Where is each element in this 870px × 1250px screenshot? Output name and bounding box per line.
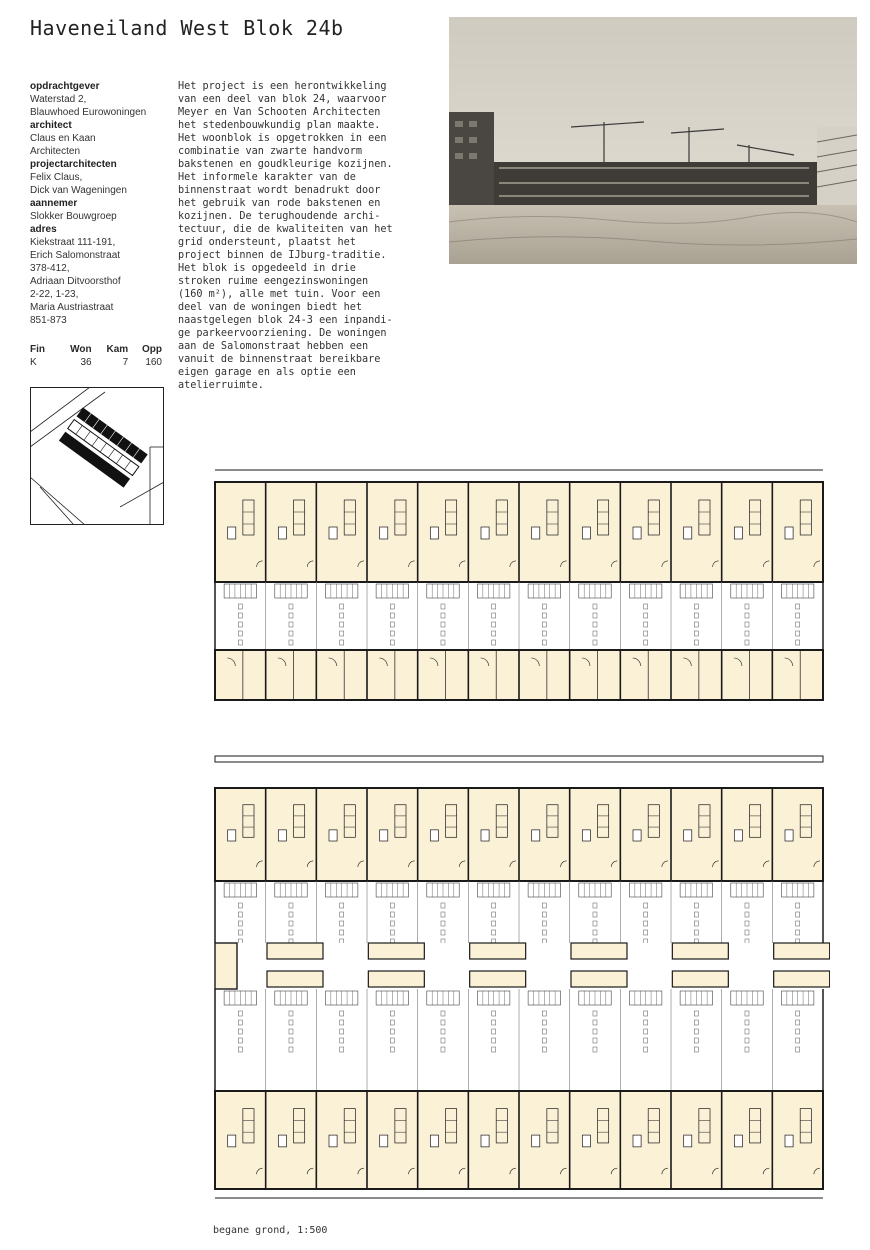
path-tile xyxy=(340,1020,344,1025)
path-tile xyxy=(644,640,648,645)
floor-plan xyxy=(210,465,830,1205)
path-tile xyxy=(593,631,597,636)
stats-row xyxy=(30,356,162,369)
path-tile xyxy=(238,921,242,926)
site-map xyxy=(30,387,164,525)
path-tile xyxy=(745,631,749,636)
path-tile xyxy=(390,1047,394,1052)
path-tile xyxy=(745,1011,749,1016)
path-tile xyxy=(796,912,800,917)
path-tile xyxy=(390,622,394,627)
stats-cell: K xyxy=(30,357,37,368)
path-tile xyxy=(340,1029,344,1034)
site-photo xyxy=(449,17,857,264)
shed-top xyxy=(267,943,323,959)
path-tile xyxy=(796,930,800,935)
wc-icon xyxy=(633,830,641,841)
path-tile xyxy=(593,1047,597,1052)
path-tile xyxy=(492,622,496,627)
wc-icon xyxy=(430,527,438,539)
wc-icon xyxy=(430,1135,438,1147)
corner-unit xyxy=(215,943,237,989)
wc-icon xyxy=(633,1135,641,1147)
stats-cell: 160 xyxy=(145,357,162,368)
path-tile xyxy=(289,631,293,636)
path-tile xyxy=(694,921,698,926)
path-tile xyxy=(593,903,597,908)
path-tile xyxy=(593,921,597,926)
path-tile xyxy=(441,604,445,609)
plan-caption: begane grond, 1:500 xyxy=(213,1225,328,1236)
path-tile xyxy=(289,604,293,609)
path-tile xyxy=(289,622,293,627)
path-tile xyxy=(745,1047,749,1052)
wc-icon xyxy=(228,527,236,539)
path-tile xyxy=(238,604,242,609)
path-tile xyxy=(238,1047,242,1052)
path-tile xyxy=(289,1047,293,1052)
stats-header: Kam xyxy=(106,344,129,355)
path-tile xyxy=(593,640,597,645)
wc-icon xyxy=(278,527,286,539)
path-tile xyxy=(745,613,749,618)
path-tile xyxy=(694,1020,698,1025)
wc-icon xyxy=(785,830,793,841)
wc-icon xyxy=(481,830,489,841)
path-tile xyxy=(289,930,293,935)
path-tile xyxy=(441,1038,445,1043)
shed-top xyxy=(470,943,526,959)
path-tile xyxy=(542,613,546,618)
path-tile xyxy=(644,921,648,926)
path-tile xyxy=(542,930,546,935)
path-tile xyxy=(542,631,546,636)
wc-icon xyxy=(228,830,236,841)
path-tile xyxy=(340,631,344,636)
path-tile xyxy=(340,613,344,618)
path-tile xyxy=(796,1047,800,1052)
path-tile xyxy=(441,622,445,627)
wc-icon xyxy=(684,830,692,841)
path-tile xyxy=(796,640,800,645)
path-tile xyxy=(289,921,293,926)
shed-bottom xyxy=(267,971,323,987)
path-tile xyxy=(492,640,496,645)
stats-header: Opp xyxy=(142,344,162,355)
meta-value: Felix Claus, Dick van Wageningen xyxy=(30,172,127,196)
path-tile xyxy=(340,1011,344,1016)
shed-top xyxy=(672,943,728,959)
path-tile xyxy=(745,912,749,917)
path-tile xyxy=(694,604,698,609)
path-tile xyxy=(238,903,242,908)
path-tile xyxy=(542,1047,546,1052)
path-tile xyxy=(441,912,445,917)
path-tile xyxy=(441,921,445,926)
path-tile xyxy=(492,903,496,908)
wc-icon xyxy=(532,527,540,539)
path-tile xyxy=(390,903,394,908)
path-tile xyxy=(745,640,749,645)
wc-icon xyxy=(785,527,793,539)
shed-bottom xyxy=(571,971,627,987)
meta-value: Kiekstraat 111-191, Erich Salomonstraat 378-412, Adriaan Ditvoorsthof 2-22, 1-23, Maria Austriastraat 851-873 xyxy=(30,237,121,326)
path-tile xyxy=(340,640,344,645)
wc-icon xyxy=(380,830,388,841)
stats-table xyxy=(30,343,165,369)
path-tile xyxy=(492,921,496,926)
path-tile xyxy=(492,912,496,917)
path-tile xyxy=(492,1029,496,1034)
path-tile xyxy=(340,604,344,609)
path-tile xyxy=(441,1020,445,1025)
path-tile xyxy=(340,930,344,935)
wc-icon xyxy=(278,830,286,841)
wc-icon xyxy=(734,830,742,841)
path-tile xyxy=(238,640,242,645)
wc-icon xyxy=(278,1135,286,1147)
path-tile xyxy=(238,1038,242,1043)
path-tile xyxy=(441,1047,445,1052)
path-tile xyxy=(593,930,597,935)
wc-icon xyxy=(582,1135,590,1147)
path-tile xyxy=(593,613,597,618)
path-tile xyxy=(492,1038,496,1043)
stats-header: Won xyxy=(70,344,92,355)
shed-bottom xyxy=(368,971,424,987)
project-metadata xyxy=(30,80,170,327)
wc-icon xyxy=(582,830,590,841)
street-strip xyxy=(215,756,823,762)
path-tile xyxy=(694,640,698,645)
path-tile xyxy=(694,903,698,908)
meta-client xyxy=(30,80,170,119)
path-tile xyxy=(745,1020,749,1025)
path-tile xyxy=(390,912,394,917)
path-tile xyxy=(644,604,648,609)
path-tile xyxy=(796,1029,800,1034)
wc-icon xyxy=(532,830,540,841)
path-tile xyxy=(492,613,496,618)
path-tile xyxy=(542,1020,546,1025)
path-tile xyxy=(238,1011,242,1016)
path-tile xyxy=(796,1011,800,1016)
path-tile xyxy=(694,1029,698,1034)
path-tile xyxy=(593,912,597,917)
path-tile xyxy=(593,1011,597,1016)
meta-value: Waterstad 2, Blauwhoed Eurowoningen xyxy=(30,94,147,118)
path-tile xyxy=(644,613,648,618)
path-tile xyxy=(441,640,445,645)
path-tile xyxy=(745,903,749,908)
path-tile xyxy=(238,622,242,627)
path-tile xyxy=(238,1020,242,1025)
path-tile xyxy=(542,1038,546,1043)
path-tile xyxy=(492,1011,496,1016)
path-tile xyxy=(745,604,749,609)
path-tile xyxy=(441,631,445,636)
meta-label: adres xyxy=(30,224,57,235)
path-tile xyxy=(340,903,344,908)
path-tile xyxy=(542,921,546,926)
path-tile xyxy=(340,921,344,926)
path-tile xyxy=(289,640,293,645)
path-tile xyxy=(593,1038,597,1043)
meta-project-architects xyxy=(30,158,170,197)
path-tile xyxy=(390,1029,394,1034)
path-tile xyxy=(390,921,394,926)
path-tile xyxy=(694,613,698,618)
path-tile xyxy=(745,1038,749,1043)
path-tile xyxy=(644,1047,648,1052)
path-tile xyxy=(289,613,293,618)
wc-icon xyxy=(582,527,590,539)
path-tile xyxy=(238,912,242,917)
path-tile xyxy=(745,930,749,935)
path-tile xyxy=(390,613,394,618)
path-tile xyxy=(390,1038,394,1043)
wc-icon xyxy=(532,1135,540,1147)
meta-architect xyxy=(30,119,170,158)
path-tile xyxy=(340,912,344,917)
wc-icon xyxy=(481,1135,489,1147)
path-tile xyxy=(441,613,445,618)
path-tile xyxy=(390,1011,394,1016)
path-tile xyxy=(745,622,749,627)
wc-icon xyxy=(785,1135,793,1147)
wc-icon xyxy=(380,527,388,539)
wc-icon xyxy=(481,527,489,539)
path-tile xyxy=(390,1020,394,1025)
path-tile xyxy=(593,1029,597,1034)
path-tile xyxy=(644,930,648,935)
path-tile xyxy=(644,1029,648,1034)
wc-icon xyxy=(329,830,337,841)
path-tile xyxy=(796,1020,800,1025)
path-tile xyxy=(644,912,648,917)
path-tile xyxy=(644,631,648,636)
path-tile xyxy=(492,1047,496,1052)
wc-icon xyxy=(633,527,641,539)
path-tile xyxy=(340,1047,344,1052)
path-tile xyxy=(542,1011,546,1016)
path-tile xyxy=(441,903,445,908)
path-tile xyxy=(796,622,800,627)
stats-header: Fin xyxy=(30,344,45,355)
stats-cell: 36 xyxy=(80,357,92,368)
path-tile xyxy=(441,1029,445,1034)
wc-icon xyxy=(684,1135,692,1147)
path-tile xyxy=(542,903,546,908)
path-tile xyxy=(542,622,546,627)
path-tile xyxy=(390,930,394,935)
stats-cell: 7 xyxy=(122,357,129,368)
path-tile xyxy=(492,604,496,609)
path-tile xyxy=(694,912,698,917)
path-tile xyxy=(390,640,394,645)
path-tile xyxy=(289,903,293,908)
wc-icon xyxy=(380,1135,388,1147)
path-tile xyxy=(289,912,293,917)
path-tile xyxy=(238,613,242,618)
path-tile xyxy=(238,631,242,636)
path-tile xyxy=(593,604,597,609)
path-tile xyxy=(644,903,648,908)
path-tile xyxy=(492,930,496,935)
meta-label: aannemer xyxy=(30,198,78,209)
path-tile xyxy=(238,930,242,935)
wc-icon xyxy=(734,527,742,539)
path-tile xyxy=(644,1011,648,1016)
wc-icon xyxy=(329,1135,337,1147)
path-tile xyxy=(492,1020,496,1025)
path-tile xyxy=(694,622,698,627)
meta-label: architect xyxy=(30,120,72,131)
wc-icon xyxy=(228,1135,236,1147)
meta-contractor xyxy=(30,197,170,223)
shed-top xyxy=(774,943,830,959)
path-tile xyxy=(796,921,800,926)
meta-value: Slokker Bouwgroep xyxy=(30,211,117,222)
shed-top xyxy=(571,943,627,959)
path-tile xyxy=(796,903,800,908)
path-tile xyxy=(542,1029,546,1034)
meta-label: projectarchitecten xyxy=(30,159,117,170)
path-tile xyxy=(694,1038,698,1043)
meta-value: Claus en Kaan Architecten xyxy=(30,133,96,157)
path-tile xyxy=(441,930,445,935)
meta-label: opdrachtgever xyxy=(30,81,100,92)
wc-icon xyxy=(734,1135,742,1147)
path-tile xyxy=(289,1011,293,1016)
path-tile xyxy=(796,631,800,636)
path-tile xyxy=(390,604,394,609)
meta-address xyxy=(30,223,170,327)
path-tile xyxy=(542,912,546,917)
shed-bottom xyxy=(774,971,830,987)
path-tile xyxy=(644,622,648,627)
path-tile xyxy=(492,631,496,636)
shed-top xyxy=(368,943,424,959)
path-tile xyxy=(289,1038,293,1043)
page-title: Haveneiland West Blok 24b xyxy=(30,16,344,40)
shed-bottom xyxy=(470,971,526,987)
path-tile xyxy=(796,604,800,609)
project-description: Het project is een herontwikkeling van een deel van blok 24, waarvoor Meyer en Van Schooten Architecten het stedenbouwkundig plan maakte. Het woonblok is opgetrokken in een combinatie van zwarte handvorm bakstenen en goudkleurige kozijnen. Het informele karakter van de binnenstraat wordt benadrukt door het gebruik van rode bakstenen en kozijnen. De terughoudende archi- tectuur, die de kwaliteiten van het grid ondersteunt, plaatst het project binnen de IJburg-traditie. Het blok is opgedeeld in drie stroken ruime eengezinswoningen (160 m²), alle met tuin. Voor een deel van de woningen biedt het naastgelegen blok 24-3 een inpandi- ge parkeervoorziening. De woningen aan de Salomonstraat hebben een vanuit de binnenstraat bereikbare eigen garage en als optie een atelierruimte. xyxy=(178,81,393,391)
path-tile xyxy=(289,1029,293,1034)
path-tile xyxy=(796,613,800,618)
shed-bottom xyxy=(672,971,728,987)
path-tile xyxy=(593,622,597,627)
path-tile xyxy=(694,1011,698,1016)
path-tile xyxy=(542,604,546,609)
stats-header-row xyxy=(30,343,162,356)
path-tile xyxy=(238,1029,242,1034)
wc-icon xyxy=(329,527,337,539)
path-tile xyxy=(542,640,546,645)
path-tile xyxy=(593,1020,597,1025)
path-tile xyxy=(796,1038,800,1043)
path-tile xyxy=(340,1038,344,1043)
path-tile xyxy=(644,1020,648,1025)
path-tile xyxy=(694,930,698,935)
path-tile xyxy=(390,631,394,636)
path-tile xyxy=(340,622,344,627)
path-tile xyxy=(441,1011,445,1016)
path-tile xyxy=(694,631,698,636)
path-tile xyxy=(644,1038,648,1043)
path-tile xyxy=(745,1029,749,1034)
path-tile xyxy=(745,921,749,926)
path-tile xyxy=(289,1020,293,1025)
wc-icon xyxy=(684,527,692,539)
path-tile xyxy=(694,1047,698,1052)
wc-icon xyxy=(430,830,438,841)
